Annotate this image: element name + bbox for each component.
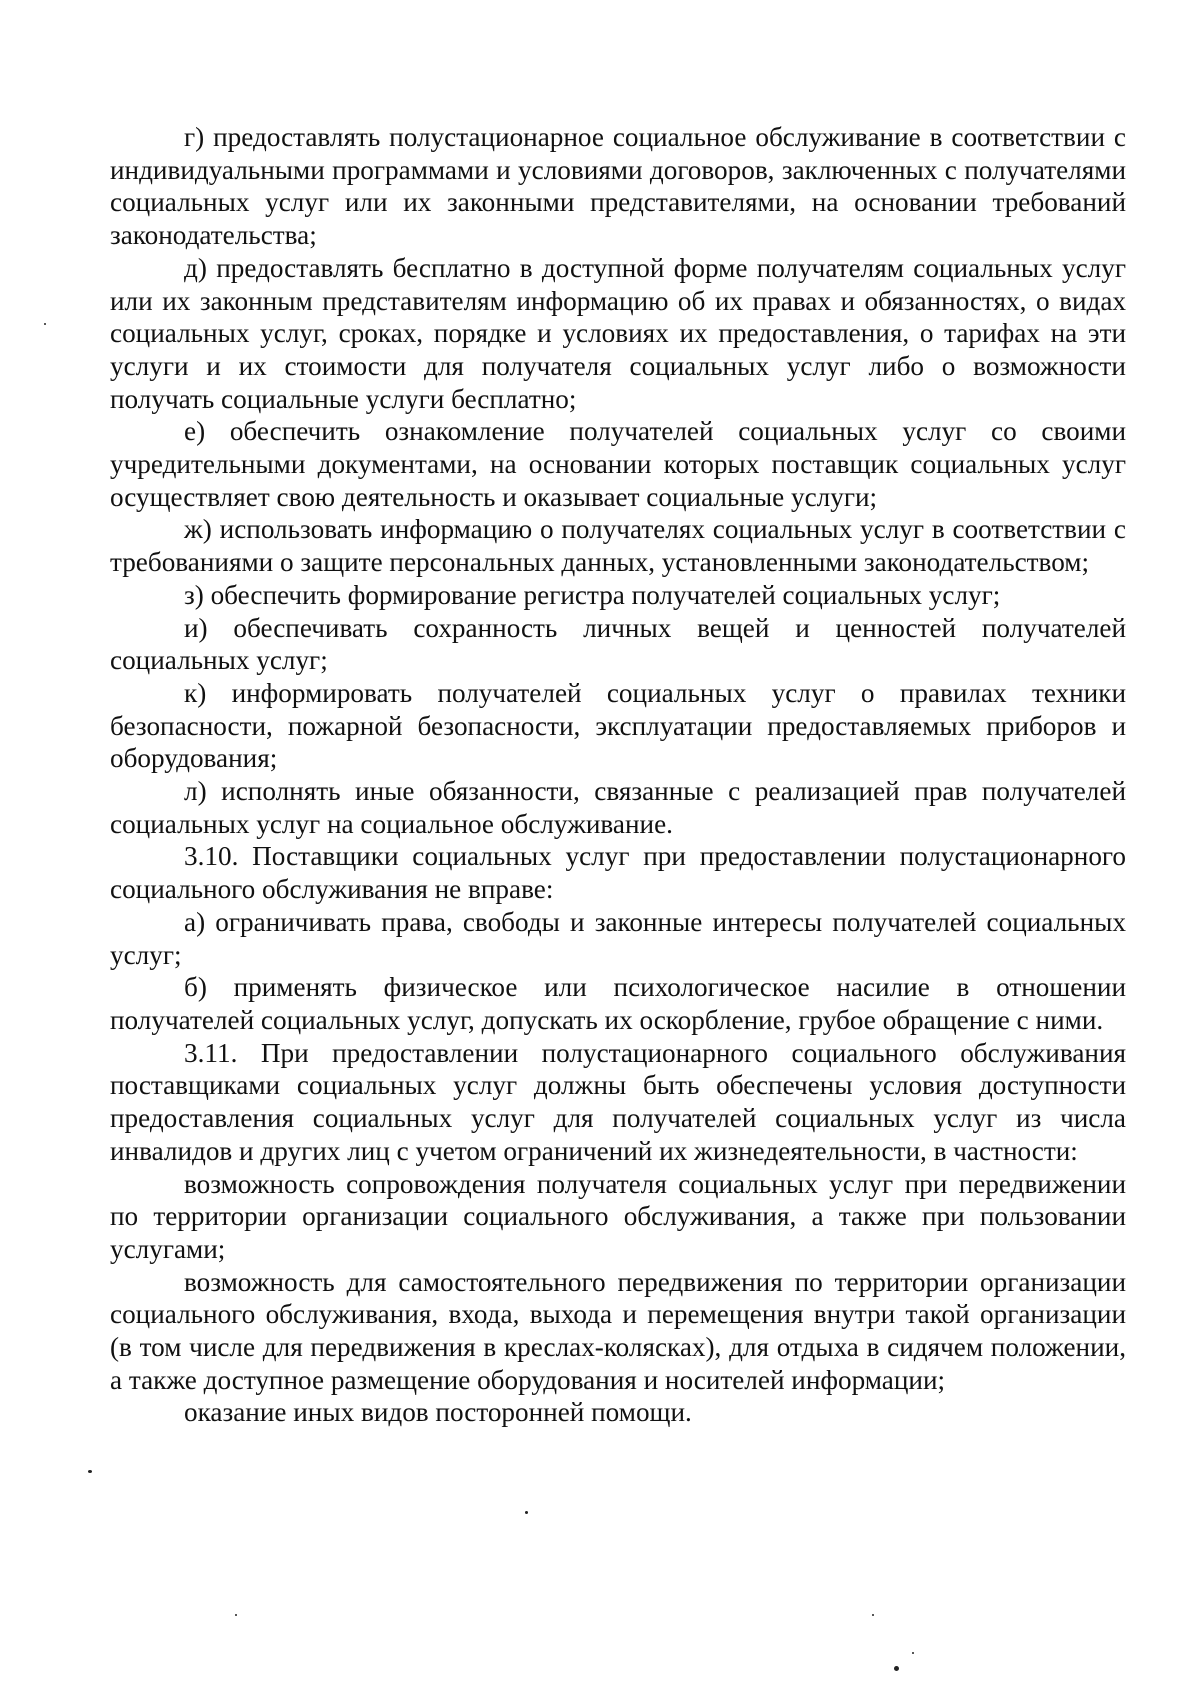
section-3-11: 3.11. При предоставлении полустационарного социального обслуживания поставщиками социальных услуг должны быть обеспечены условия доступности предоставления социальных услуг для получателей социальных услуг из числа инвалидов и других лиц с учетом ограничений их жизнедеятельности, в частности: (110, 1037, 1126, 1166)
paragraph-zh: ж) использовать информацию о получателях социальных услуг в соответствии с требованиями о защите персональных данных, установленными законодательством; (110, 514, 1126, 578)
paragraph-i: и) обеспечивать сохранность личных вещей и ценностей получателей социальных услуг; (110, 612, 1126, 676)
scan-speck (525, 1511, 528, 1514)
scan-speck (235, 1614, 237, 1616)
section-3-10: 3.10. Поставщики социальных услуг при предоставлении полустационарного социального обслуживания не вправе: (110, 841, 1126, 905)
paragraph-g: г) предоставлять полустационарное социальное обслуживание в соответствии с индивидуальными программами и условиями договоров, заключенных с получателями социальных услуг или их законными представителями, на основании требований законодательства; (110, 122, 1126, 251)
paragraph-z: з) обеспечить формирование регистра получателей социальных услуг; (184, 579, 1001, 610)
paragraph-l: л) исполнять иные обязанности, связанные с реализацией прав получателей социальных услуг на социальное обслуживание. (110, 776, 1126, 839)
paragraph-a: а) ограничивать права, свободы и законные интересы получателей социальных услуг; (110, 906, 1126, 970)
accessibility-item-movement: возможность для самостоятельного передвижения по территории организации социального обслуживания, входа, выхода и перемещения внутри такой организации (в том числе для передвижения в креслах-колясках), для отдыха в сидячем положении, а также доступное размещение оборудования и носителей информации; (110, 1266, 1126, 1395)
paragraph-e: е) обеспечить ознакомление получателей социальных услуг со своими учредительными документами, на основании которых поставщик социальных услуг осуществляет свою деятельность и оказывает социальные услуги; (110, 416, 1126, 512)
scan-speck (912, 1652, 914, 1654)
scan-speck (88, 1470, 92, 1473)
document-body (110, 121, 1126, 1429)
accessibility-item-escort: возможность сопровождения получателя социальных услуг при передвижении по территории организации социального обслуживания, а также при пользовании услугами; (110, 1168, 1126, 1264)
scan-speck (44, 323, 46, 325)
paragraph-d: д) предоставлять бесплатно в доступной форме получателям социальных услуг или их законным представителям информацию об их правах и обязанностях, о видах социальных услуг, сроках, порядке и условиях их предоставления, о тарифах на эти услуги и их стоимости для получателя социальных услуг либо о возможности получать социальные услуги бесплатно; (110, 252, 1126, 414)
paragraph-b: б) применять физическое или психологическое насилие в отношении получателей социальных услуг, допускать их оскорбление, грубое обращение с ними. (110, 972, 1126, 1035)
scan-speck (872, 1614, 874, 1616)
paragraph-k: к) информировать получателей социальных услуг о правилах техники безопасности, пожарной безопасности, эксплуатации предоставляемых приборов и оборудования; (110, 677, 1126, 774)
scan-speck (894, 1666, 899, 1671)
accessibility-item-assistance: оказание иных видов посторонней помощи. (184, 1397, 692, 1428)
